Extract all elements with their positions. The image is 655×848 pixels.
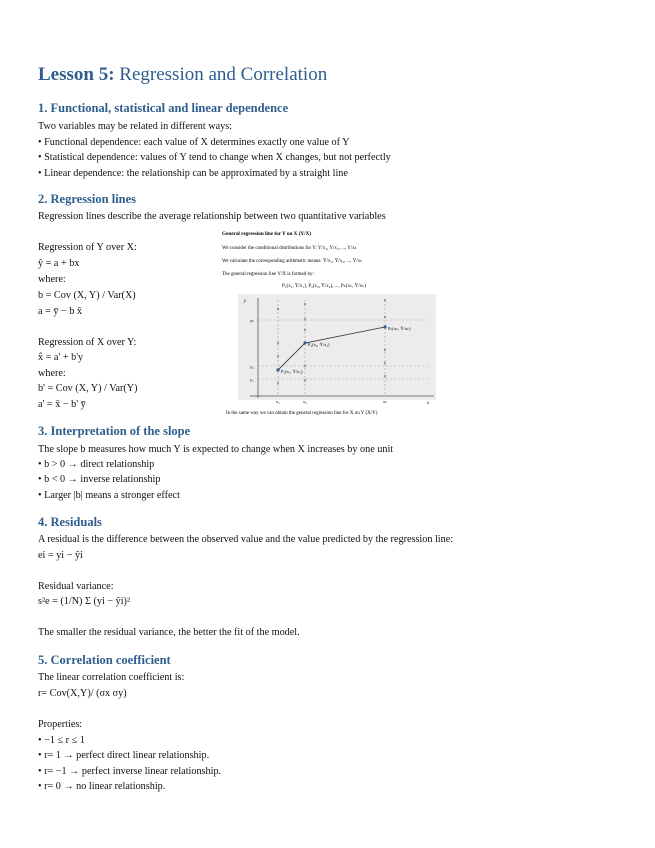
s5-props-label: Properties: [38,719,83,730]
regression-figure [220,228,442,420]
s5-bullet: • −1 ≤ r ≤ 1 [38,735,85,746]
point-label: P₂(x₂, Ȳ/x₂) [308,342,330,347]
figure-line: We calculate the corresponding arithmetic means: Ȳ/x₁, Ȳ/x₂, ..., Ȳ/xₖ [222,259,363,264]
data-mark: × [303,317,307,323]
s5-bullet: • r= 0 → no linear relationship. [38,781,166,792]
s5-bullet: • r= 1 → perfect direct linear relationship. [38,750,210,761]
figure-caption: In the same way we can obtain the general regression line for X on Y (X/Y) [226,411,378,416]
data-mark: × [383,315,387,321]
s4-note: The smaller the residual variance, the better the fit of the model. [38,627,300,638]
x-tick: xₖ [383,399,388,404]
s1-bullet: • Statistical dependence: values of Y tend to change when X changes, but not perfectly [38,152,391,163]
reg-xy-b: b' = Cov (X, Y) / Var(Y) [38,383,138,394]
reg-yx-a: a = ȳ − b x̄ [38,306,83,317]
figure-line: The general regression line Y/X is formed by: [222,272,314,277]
x-tick: x₂ [303,399,307,404]
reg-yx-eq: ŷ = a + bx [38,258,80,269]
s1-bullet: • Functional dependence: each value of X determines exactly one value of Y [38,137,350,148]
reg-xy-where: where: [38,368,66,379]
reg-yx-b: b = Cov (X, Y) / Var(X) [38,290,136,301]
s3-bullet: • b > 0 → direct relationship [38,459,155,470]
data-mark: × [276,307,280,313]
data-mark: × [383,361,387,367]
x-axis-label: x [427,401,430,406]
s3-bullet: • b < 0 → inverse relationship [38,474,161,485]
point-p1 [276,368,279,371]
s4-rv-eq: s²e = (1/N) Σ (yi − ŷi)² [38,596,130,607]
reg-xy-eq: x̂ = a' + b'y [38,352,84,363]
reg-xy-label: Regression of X over Y: [38,337,137,348]
section-3-heading: 3. Interpretation of the slope [38,424,191,438]
y-tick: y₂ [250,364,254,369]
s5-intro: The linear correlation coefficient is: [38,672,185,683]
reg-yx-where: where: [38,274,66,285]
s4-residual-eq: ei = yi − ŷi [38,550,83,561]
data-mark: × [276,381,280,387]
figure-formula: P₁(x₁, Ȳ/x₁), P₂(x₂, Ȳ/x₂), ..., Pₖ(xₖ, Ȳ/xₖ) [282,284,366,289]
s2-intro: Regression lines describe the average relationship between two quantitative variables [38,211,386,222]
page-title: Lesson 5: Regression and Correlation [38,64,328,85]
data-mark: × [303,302,307,308]
data-mark: × [276,354,280,360]
plot-area [238,294,436,400]
data-mark: × [383,298,387,304]
data-mark: × [383,374,387,380]
figure-line: We consider the conditional distributions for Y: Y/x₁, Y/x₂, ..., Y/xₖ [222,246,357,251]
s5-eq: r= Cov(X,Y)/ (σx σy) [38,688,127,699]
section-2-heading: 2. Regression lines [38,192,137,206]
y-axis-label: y [244,299,247,304]
reg-yx-label: Regression of Y over X: [38,242,137,253]
reg-xy-a: a' = x̄ − b' ȳ [38,399,86,410]
s1-bullet: • Linear dependence: the relationship can be approximated by a straight line [38,168,348,179]
data-mark: × [303,378,307,384]
data-mark: × [383,348,387,354]
s4-rv-label: Residual variance: [38,581,114,592]
s3-bullet: • Larger |b| means a stronger effect [38,490,180,501]
s4-intro: A residual is the difference between the observed value and the value predicted by the regression line: [38,534,454,545]
data-mark: × [303,364,307,370]
point-pk [383,325,386,328]
section-5-heading: 5. Correlation coefficient [38,653,171,667]
figure-title: General regression line for Y on X (Y/X) [222,231,312,237]
s5-bullet: • r= −1 → perfect inverse linear relationship. [38,766,222,777]
y-tick: yₖ [250,318,255,323]
section-4-heading: 4. Residuals [38,515,102,529]
x-tick: x₁ [276,399,280,404]
s3-intro: The slope b measures how much Y is expected to change when X increases by one unit [38,444,394,455]
point-label: Pₖ(xₖ, Ȳ/xₖ) [388,326,411,331]
point-p2 [303,341,306,344]
section-1-heading: 1. Functional, statistical and linear dependence [38,101,289,115]
point-label: P₁(x₁, Ȳ/x₁) [281,369,303,374]
y-tick: y₁ [250,377,254,382]
data-mark: × [303,328,307,334]
s1-intro: Two variables may be related in different ways: [38,121,233,132]
data-mark: × [276,341,280,347]
